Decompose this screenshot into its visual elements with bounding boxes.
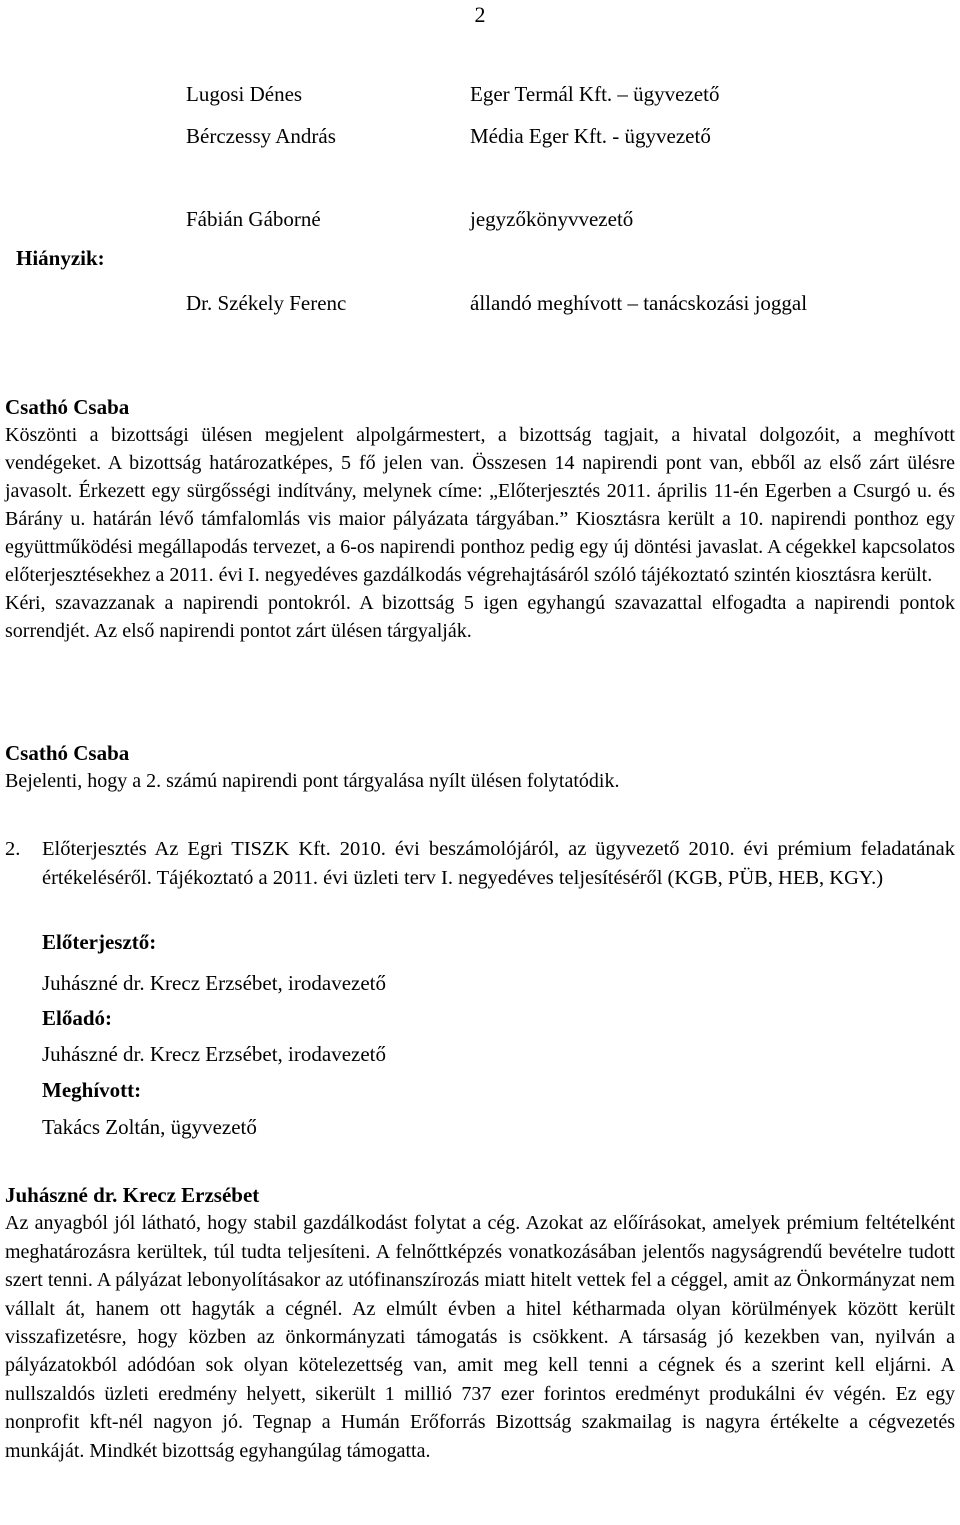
speaker-value: Juhászné dr. Krecz Erzsébet, irodavezető — [42, 1042, 386, 1066]
invited-value: Takács Zoltán, ügyvezető — [42, 1115, 257, 1139]
absent-role: állandó meghívott – tanácskozási joggal — [470, 291, 808, 315]
attendee-name: Fábián Gáborné — [186, 207, 321, 231]
section-chair-announcement — [5, 739, 955, 795]
speaker-name: Csathó Csaba — [5, 395, 130, 419]
speaker-name: Juhászné dr. Krecz Erzsébet — [5, 1183, 260, 1207]
paragraph: Köszönti a bizottsági ülésen megjelent alpolgármestert, a bizottság tagjait, a hivatal dolgozóit, a meghívott vendégeket. A bizottság határozatképes, 5 fő jelen van. Összesen 14 napirendi pont van, ebből az első zárt ülésre javasolt. Érkezett egy sürgősségi indítvány, melynek címe: „Előterjesztés 2011. április 11-én Egerben a Csurgó u. és Bárány u. határán lévő támfalomlás vis maior pályázata tárgyában.” Kiosztásra került a 10. napirendi ponthoz egy együttműködési megállapodás tervezet, a 6-os napirendi ponthoz pedig egy új döntési javaslat. A cégekkel kapcsolatos előterjesztésekhez a 2011. évi I. negyedéves gazdálkodás végrehajtásáról szóló tájékoztató szintén kiosztásra került. — [5, 424, 955, 586]
section-office-head — [5, 1181, 955, 1465]
absent-label: Hiányzik: — [16, 246, 105, 270]
presenter-value: Juhászné dr. Krecz Erzsébet, irodavezető — [42, 971, 386, 995]
speaker-name: Csathó Csaba — [5, 741, 130, 765]
agenda-item — [5, 835, 955, 892]
attendee-role: Eger Termál Kft. – ügyvezető — [470, 82, 720, 106]
paragraph: Kéri, szavazzanak a napirendi pontokról. A bizottság 5 igen egyhangú szavazattal elfogadta a napirendi pontok sorrendjét. Az első napirendi pontot zárt ülésen tárgyalják. — [5, 592, 955, 642]
attendee-role: Média Eger Kft. - ügyvezető — [470, 124, 711, 148]
page-number: 2 — [474, 2, 486, 27]
paragraph: Bejelenti, hogy a 2. számú napirendi pont tárgyalása nyílt ülésen folytatódik. — [5, 770, 620, 792]
speaker-label: Előadó: — [42, 1006, 113, 1030]
section-chair-opening — [5, 393, 955, 645]
presenter-label: Előterjesztő: — [42, 930, 157, 954]
attendee-name: Bérczessy András — [186, 124, 336, 148]
absent-name: Dr. Székely Ferenc — [186, 291, 347, 315]
paragraph: Az anyagból jól látható, hogy stabil gazdálkodást folytat a cég. Azokat az előírásokat, amelyek prémium feltételként meghatározásra kerültek, túl tudta teljesíteni. A felnőttképzés vonatkozásában jelentős nagyságrendű bevételre tudott szert tenni. A pályázat lebonyolításakor az utófinanszírozás miatt hitelt vettek fel a céggel, amit az Önkormányzat nem vállalt át, hanem ott hagyták a cégnél. Az elmúlt évben a hitel kétharmada olyan körülmények között került visszafizetésre, hogy közben az önkormányzati támogatás is csökkent. A társaság jó kezekben van, nyilván a pályázatokból adódóan sok olyan kötelezettség van, amit meg kell tenni a cégnek és a szerint kell eljárni. A nullszaldós üzleti eredmény helyett, sikerült 1 millió 737 ezer forintos eredményt produkálni év végén. Ez egy nonprofit kft-nél nagyon jó. Tegnap a Humán Erőforrás Bizottság szakmailag is nagyra értékelte a cégvezetés munkáját. Mindkét bizottság egyhangúlag támogatta. — [5, 1212, 955, 1462]
agenda-number: 2. — [5, 838, 21, 860]
agenda-title: Előterjesztés Az Egri TISZK Kft. 2010. évi beszámolójáról, az ügyvezető 2010. évi prémium feladatának értékeléséről. Tájékoztató a 2011. évi üzleti terv I. negyedéves teljesítéséről (KGB, PÜB, HEB, KGY.) — [42, 838, 955, 889]
attendee-name: Lugosi Dénes — [186, 82, 303, 106]
invited-label: Meghívott: — [42, 1078, 142, 1102]
attendee-role: jegyzőkönyvvezető — [470, 207, 634, 231]
